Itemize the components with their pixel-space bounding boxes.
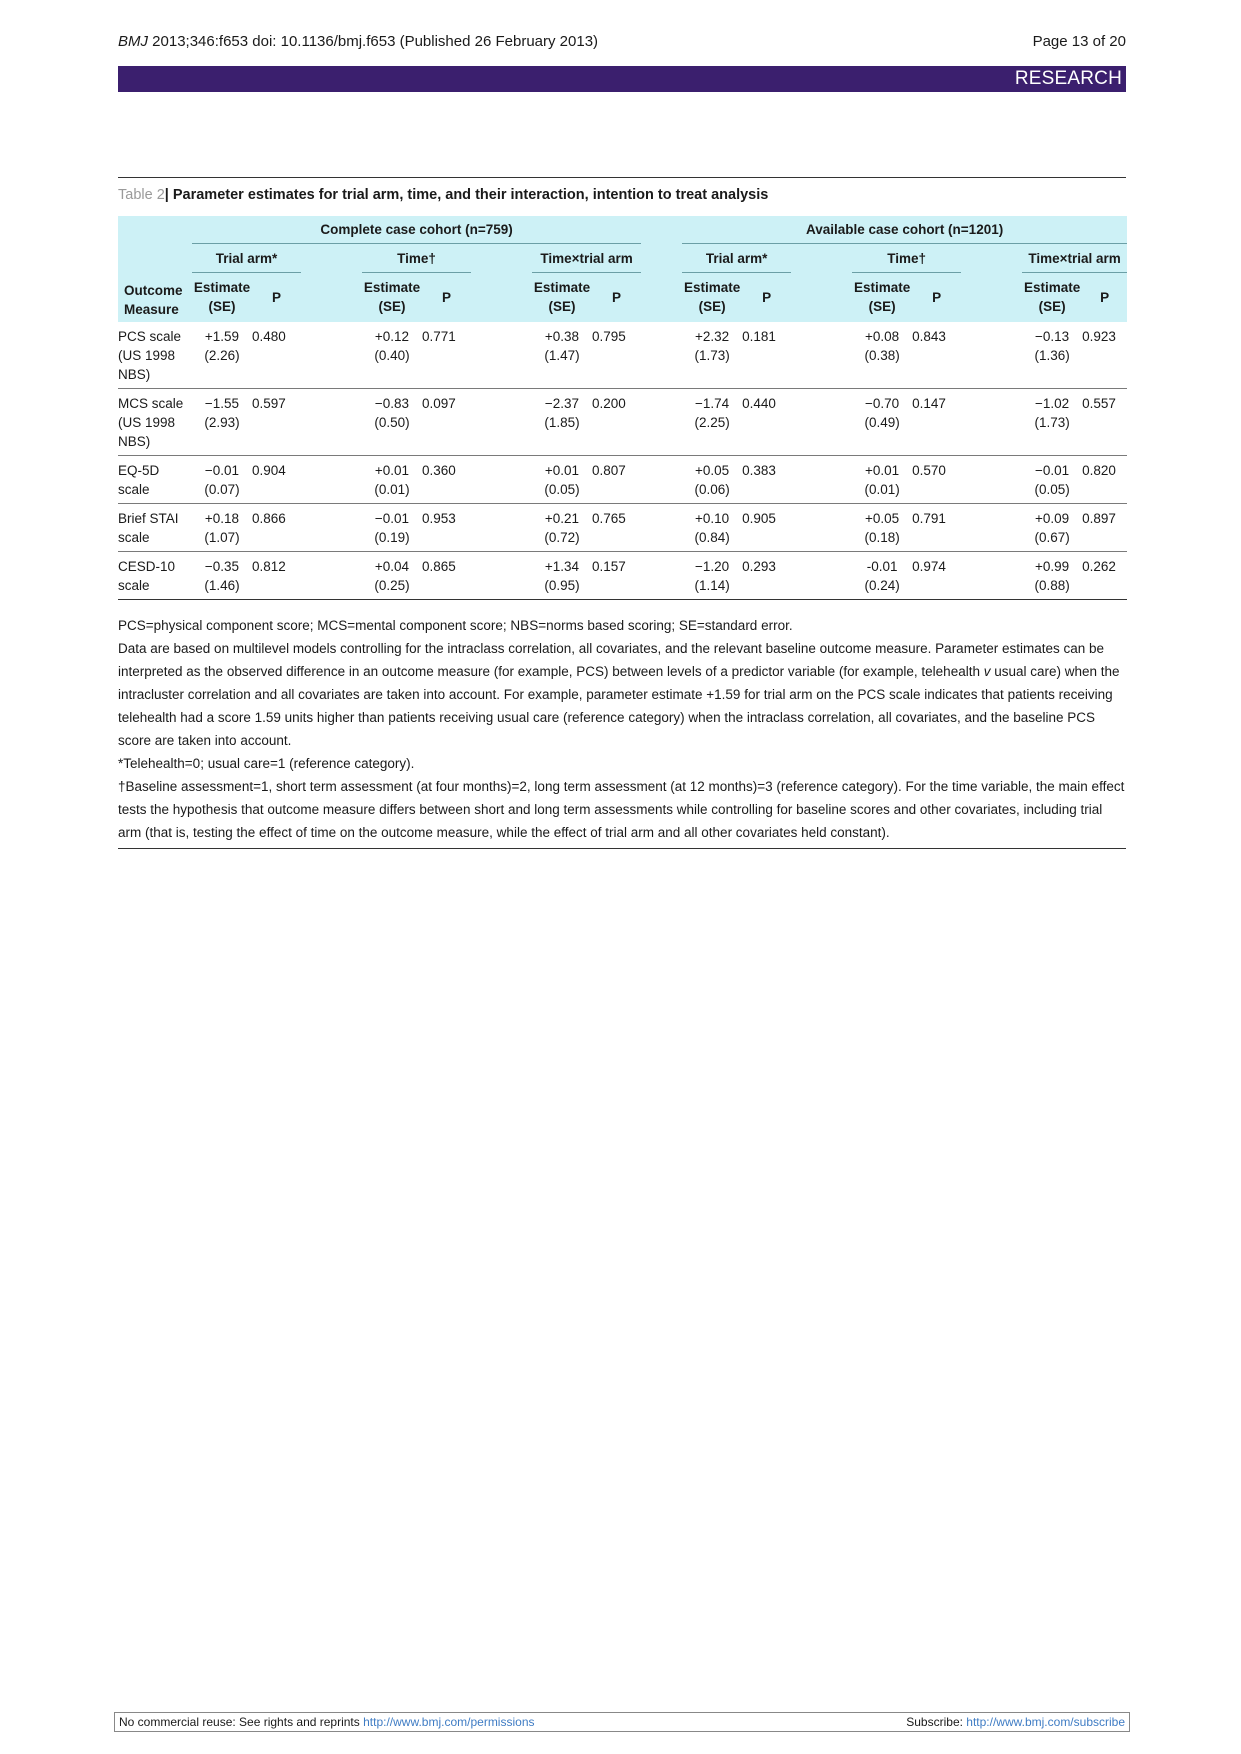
header-estimate: Estimate (SE)	[192, 273, 252, 322]
cell-estimate: −0.13 (1.36)	[1034, 328, 1070, 363]
note-star: *Telehealth=0; usual care=1 (reference category).	[118, 755, 415, 771]
cell-estimate: +0.21 (0.72)	[544, 510, 580, 545]
cell-p-value: 0.765	[592, 510, 626, 526]
table-row	[118, 322, 1127, 389]
cell-p-value: 0.843	[912, 328, 946, 344]
cell-estimate: −2.37 (1.85)	[544, 395, 580, 430]
cell-spacer	[641, 551, 682, 599]
cell-spacer	[311, 455, 362, 503]
cell-estimate: −0.01 (0.19)	[374, 510, 410, 545]
subgroup-header: Time†	[362, 244, 471, 273]
cell-spacer	[641, 503, 682, 551]
table-top-rule	[118, 177, 1126, 178]
note-abbreviations: PCS=physical component score; MCS=mental component score; NBS=norms based scoring; SE=standard error.	[118, 617, 793, 633]
header-spacer	[961, 273, 971, 322]
cell-spacer	[791, 322, 801, 389]
cell-spacer	[301, 455, 311, 503]
cell-p-value: 0.771	[422, 328, 456, 344]
cell-p-value: 0.807	[592, 462, 626, 478]
cell-p-value: 0.097	[422, 395, 456, 411]
cell-spacer	[481, 322, 532, 389]
footer-right: Subscribe: http://www.bmj.com/subscribe	[906, 1715, 1125, 1729]
cell-spacer	[311, 551, 362, 599]
page-header	[118, 33, 1126, 50]
page-footer	[114, 1712, 1130, 1732]
cell-p-value: 0.866	[252, 510, 286, 526]
caption-separator: |	[164, 187, 173, 203]
cell-spacer	[971, 503, 1022, 551]
cell-estimate: +0.38 (1.47)	[544, 328, 580, 363]
cell-p-value: 0.181	[742, 328, 776, 344]
cell-spacer	[311, 503, 362, 551]
cell-p-value: 0.904	[252, 462, 286, 478]
cell-estimate: −1.20 (1.14)	[694, 558, 730, 593]
cell-spacer	[301, 322, 311, 389]
cell-p-value: 0.812	[252, 558, 286, 574]
cell-spacer	[971, 551, 1022, 599]
cell-estimate: −0.83 (0.50)	[374, 395, 410, 430]
cell-estimate: −1.74 (2.25)	[694, 395, 730, 430]
subgroup-header: Time†	[852, 244, 961, 273]
cell-estimate: −1.55 (2.93)	[204, 395, 240, 430]
cell-spacer	[481, 551, 532, 599]
cell-p-value: 0.791	[912, 510, 946, 526]
cell-p-value: 0.440	[742, 395, 776, 411]
subgroup-header: Trial arm*	[192, 244, 301, 273]
cell-spacer	[791, 388, 801, 455]
section-label: RESEARCH	[1014, 68, 1122, 89]
header-estimate: Estimate (SE)	[852, 273, 912, 322]
cell-p-value: 0.157	[592, 558, 626, 574]
cell-estimate: +0.09 (0.67)	[1034, 510, 1070, 545]
header-p: P	[912, 273, 961, 322]
cell-p-value: 0.557	[1082, 395, 1116, 411]
cell-spacer	[961, 455, 971, 503]
cell-spacer	[301, 388, 311, 455]
cell-p-value: 0.147	[912, 395, 946, 411]
cell-spacer	[961, 503, 971, 551]
subgroup-header: Trial arm*	[682, 244, 791, 273]
header-outcome-measure: Outcome Measure	[118, 273, 192, 322]
table-row	[118, 503, 1127, 551]
group-header-available: Available case cohort (n=1201)	[682, 216, 1127, 244]
row-measure: CESD-10 scale	[118, 558, 176, 593]
header-blank	[118, 244, 192, 273]
citation	[118, 33, 598, 50]
cell-estimate: −0.01 (0.05)	[1034, 462, 1070, 497]
cell-spacer	[791, 455, 801, 503]
cell-spacer	[641, 322, 682, 389]
cell-estimate: −0.70 (0.49)	[864, 395, 900, 430]
footer-left: No commercial reuse: See rights and reprints http://www.bmj.com/permissions	[119, 1715, 535, 1729]
subgroup-header: Time×trial arm	[1022, 244, 1127, 273]
row-measure: EQ-5D scale	[118, 462, 160, 497]
table-row	[118, 455, 1127, 503]
cell-estimate: +0.10 (0.84)	[694, 510, 730, 545]
cell-spacer	[471, 503, 481, 551]
subgroup-header: Time×trial arm	[532, 244, 641, 273]
cell-p-value: 0.383	[742, 462, 776, 478]
header-estimate: Estimate (SE)	[682, 273, 742, 322]
cell-p-value: 0.480	[252, 328, 286, 344]
cell-p-value: 0.923	[1082, 328, 1116, 344]
cell-spacer	[471, 455, 481, 503]
permissions-link[interactable]: http://www.bmj.com/permissions	[363, 1715, 535, 1729]
cell-spacer	[791, 551, 801, 599]
cell-p-value: 0.953	[422, 510, 456, 526]
cell-estimate: +0.01 (0.01)	[374, 462, 410, 497]
cell-estimate: +0.01 (0.01)	[864, 462, 900, 497]
cell-p-value: 0.820	[1082, 462, 1116, 478]
journal-name: BMJ	[118, 33, 148, 50]
header-spacer	[311, 273, 362, 322]
cell-spacer	[641, 455, 682, 503]
cell-spacer	[801, 388, 852, 455]
cell-spacer	[801, 551, 852, 599]
group-header-complete: Complete case cohort (n=759)	[192, 216, 641, 244]
table-caption	[118, 187, 1126, 203]
header-p: P	[742, 273, 791, 322]
header-spacer	[471, 273, 481, 322]
parameter-table	[118, 216, 1127, 600]
cell-estimate: +0.99 (0.88)	[1034, 558, 1070, 593]
header-spacer	[481, 273, 532, 322]
cell-spacer	[791, 503, 801, 551]
header-gap	[641, 216, 682, 244]
cell-estimate: −0.35 (1.46)	[204, 558, 240, 593]
cell-estimate: +0.12 (0.40)	[374, 328, 410, 363]
cell-spacer	[301, 551, 311, 599]
row-measure: Brief STAI scale	[118, 510, 179, 545]
cell-spacer	[481, 503, 532, 551]
cell-estimate: −0.01 (0.07)	[204, 462, 240, 497]
row-measure: MCS scale (US 1998 NBS)	[118, 395, 184, 449]
cell-spacer	[961, 551, 971, 599]
cell-spacer	[481, 455, 532, 503]
cell-p-value: 0.865	[422, 558, 456, 574]
header-estimate: Estimate (SE)	[362, 273, 422, 322]
cell-spacer	[311, 388, 362, 455]
header-p: P	[592, 273, 641, 322]
cell-p-value: 0.974	[912, 558, 946, 574]
cell-p-value: 0.360	[422, 462, 456, 478]
header-spacer	[641, 273, 682, 322]
cell-spacer	[471, 388, 481, 455]
cell-estimate: -0.01 (0.24)	[864, 558, 900, 593]
cell-spacer	[971, 388, 1022, 455]
cell-spacer	[961, 322, 971, 389]
subscribe-link[interactable]: http://www.bmj.com/subscribe	[966, 1715, 1125, 1729]
cell-p-value: 0.570	[912, 462, 946, 478]
cell-estimate: +0.18 (1.07)	[204, 510, 240, 545]
table-title: Parameter estimates for trial arm, time, and their interaction, intention to treat analysis	[172, 187, 769, 203]
header-estimate: Estimate (SE)	[532, 273, 592, 322]
cell-p-value: 0.795	[592, 328, 626, 344]
cell-spacer	[471, 551, 481, 599]
cell-spacer	[641, 388, 682, 455]
cell-estimate: +1.59 (2.26)	[204, 328, 240, 363]
header-p: P	[422, 273, 471, 322]
table-row	[118, 551, 1127, 599]
cell-estimate: +0.01 (0.05)	[544, 462, 580, 497]
page-number: Page 13 of 20	[1032, 33, 1126, 50]
cell-spacer	[481, 388, 532, 455]
header-spacer	[801, 273, 852, 322]
header-p: P	[252, 273, 301, 322]
cell-spacer	[961, 388, 971, 455]
cell-p-value: 0.262	[1082, 558, 1116, 574]
note-data: Data are based on multilevel models controlling for the intraclass correlation, all covariates, and the relevant baseline outcome measure. Parameter estimates can be interpreted as the observed difference in an outcome measure (for example, PCS) between levels of a predictor variable (for example, telehealth v usual care) when the intracluster correlation and all covariates are taken into account. For example, parameter estimate +1.59 for trial arm on the PCS scale indicates that patients receiving telehealth had a score 1.59 units higher than patients receiving usual care (reference category) when the intraclass correlation, all covariates, and the baseline PCS score are taken into account.	[118, 640, 1120, 748]
cell-spacer	[311, 322, 362, 389]
section-band	[118, 66, 1126, 92]
cell-spacer	[801, 322, 852, 389]
cell-p-value: 0.897	[1082, 510, 1116, 526]
cell-estimate: −1.02 (1.73)	[1034, 395, 1070, 430]
table-block	[118, 177, 1126, 849]
cell-spacer	[801, 503, 852, 551]
header-spacer	[791, 273, 801, 322]
cell-estimate: +0.04 (0.25)	[374, 558, 410, 593]
header-blank	[118, 216, 192, 244]
note-dagger: †Baseline assessment=1, short term assessment (at four months)=2, long term assessment (at 12 months)=3 (reference category). For the time variable, the main effect tests the hypothesis that outcome measure differs between short and long term assessments while controlling for baseline scores and other covariates, including trial arm (that is, testing the effect of time on the outcome measure, while the effect of trial arm and all other covariates held constant).	[118, 778, 1125, 840]
table-label: Table 2	[118, 187, 165, 203]
cell-estimate: +0.05 (0.06)	[694, 462, 730, 497]
cell-p-value: 0.200	[592, 395, 626, 411]
citation-text: 2013;346:f653 doi: 10.1136/bmj.f653 (Published 26 February 2013)	[148, 33, 599, 50]
table-row	[118, 388, 1127, 455]
table-notes	[118, 614, 1126, 849]
cell-spacer	[971, 322, 1022, 389]
cell-spacer	[971, 455, 1022, 503]
cell-estimate: +2.32 (1.73)	[694, 328, 730, 363]
header-estimate: Estimate (SE)	[1022, 273, 1082, 322]
cell-p-value: 0.905	[742, 510, 776, 526]
cell-estimate: +0.05 (0.18)	[864, 510, 900, 545]
cell-spacer	[471, 322, 481, 389]
header-p: P	[1082, 273, 1127, 322]
cell-estimate: +0.08 (0.38)	[864, 328, 900, 363]
cell-spacer	[801, 455, 852, 503]
cell-spacer	[301, 503, 311, 551]
row-measure: PCS scale (US 1998 NBS)	[118, 328, 182, 382]
header-spacer	[971, 273, 1022, 322]
header-spacer	[301, 273, 311, 322]
cell-p-value: 0.293	[742, 558, 776, 574]
cell-estimate: +1.34 (0.95)	[544, 558, 580, 593]
cell-p-value: 0.597	[252, 395, 286, 411]
